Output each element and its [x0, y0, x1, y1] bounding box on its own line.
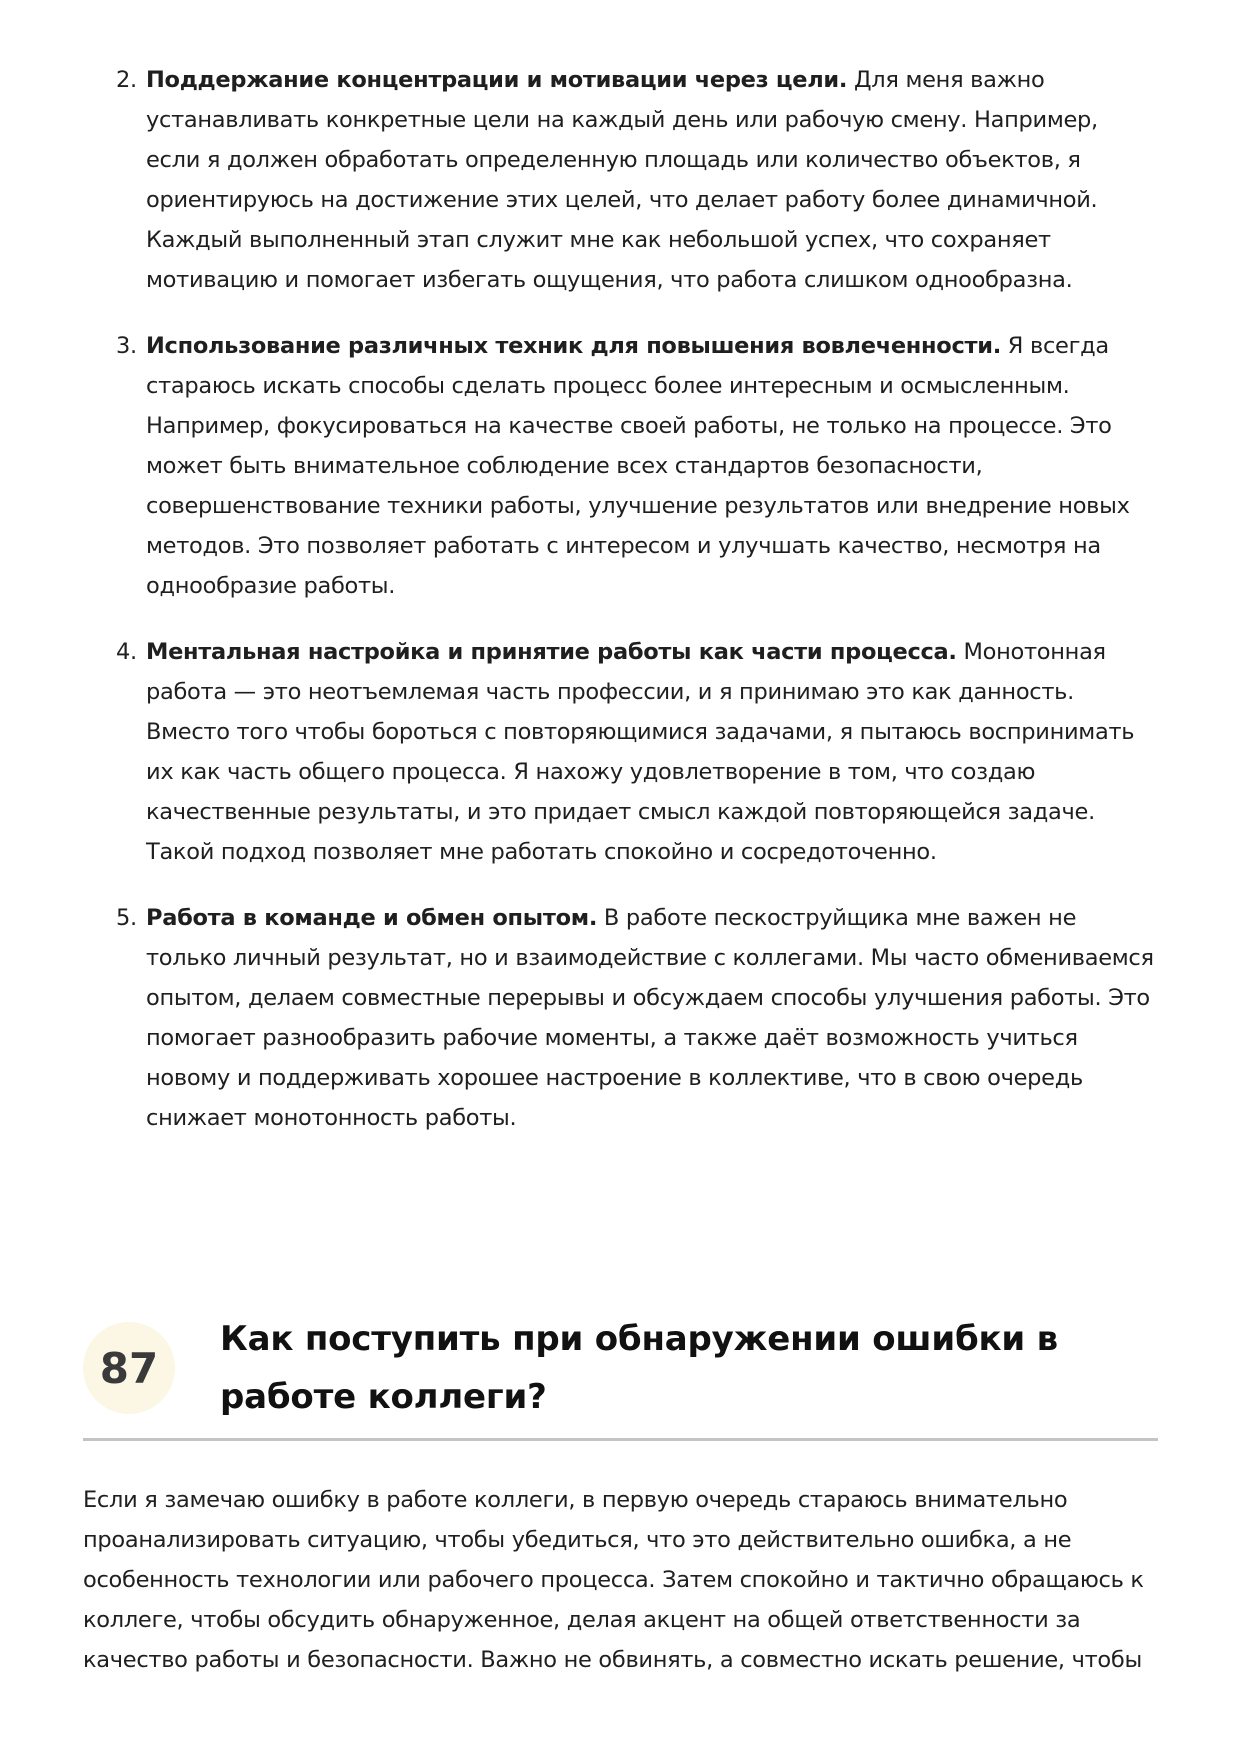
list-item-number: 4.	[116, 639, 137, 665]
list-item-text: Для меня важно устанавливать конкретные цели на каждый день или рабочую смену. Например, если я должен обработать определенную площадь или количество объектов, я ориентируюсь на достижение этих целей, что делает работу более динамичной. Каждый выполненный этап служит мне как небольшой успех, что сохраняет мотивацию и помогает избегать ощущения, что работа слишком однообразна.	[146, 67, 1098, 293]
list-item-text: В работе пескоструйщика мне важен не только личный результат, но и взаимодействие с коллегами. Мы часто обмениваемся опытом, делаем совместные перерывы и обсуждаем способы улучшения работы. Это помогает разнообразить рабочие моменты, а также даёт возможность учиться новому и поддерживать хорошее настроение в коллективе, что в свою очередь снижает монотонность работы.	[146, 905, 1154, 1131]
list-item	[116, 632, 1156, 872]
body-paragraph: Если я замечаю ошибку в работе коллеги, в первую очередь стараюсь внимательно проанализировать ситуацию, чтобы убедиться, что это действительно ошибка, а не особенность технологии или рабочего процесса. Затем спокойно и тактично обращаюсь к коллеге, чтобы обсудить обнаруженное, делая акцент на общей ответственности за качество работы и безопасности. Важно не обвинять, а совместно искать решение, чтобы	[83, 1487, 1144, 1673]
list-item-text: Я всегда стараюсь искать способы сделать процесс более интересным и осмысленным. Например, фокусироваться на качестве своей работы, не только на процессе. Это может быть внимательное соблюдение всех стандартов безопасности, совершенствование техники работы, улучшение результатов или внедрение новых методов. Это позволяет работать с интересом и улучшать качество, несмотря на однообразие работы.	[146, 333, 1130, 599]
numbered-list	[116, 60, 1156, 1164]
list-item-number: 3.	[116, 333, 137, 359]
list-item	[116, 326, 1156, 606]
list-item-lead: Использование различных техник для повышения вовлеченности.	[146, 333, 1001, 359]
list-item-lead: Ментальная настройка и принятие работы как части процесса.	[146, 639, 957, 665]
list-item-number: 2.	[116, 67, 137, 93]
list-item-lead: Поддержание концентрации и мотивации через цели.	[146, 67, 848, 93]
list-item-text: Монотонная работа — это неотъемлемая часть профессии, и я принимаю это как данность. Вместо того чтобы бороться с повторяющимися задачами, я пытаюсь воспринимать их как часть общего процесса. Я нахожу удовлетворение в том, что создаю качественные результаты, и это придает смысл каждой повторяющейся задаче. Такой подход позволяет мне работать спокойно и сосредоточенно.	[146, 639, 1135, 865]
section-number-badge: 87	[83, 1322, 175, 1414]
list-item-lead: Работа в команде и обмен опытом.	[146, 905, 598, 931]
list-item	[116, 60, 1156, 300]
list-item-number: 5.	[116, 905, 137, 931]
section-title: Как поступить при обнаружении ошибки в работе коллеги?	[220, 1319, 1058, 1417]
list-item	[116, 898, 1156, 1138]
section-heading	[83, 1300, 1158, 1441]
